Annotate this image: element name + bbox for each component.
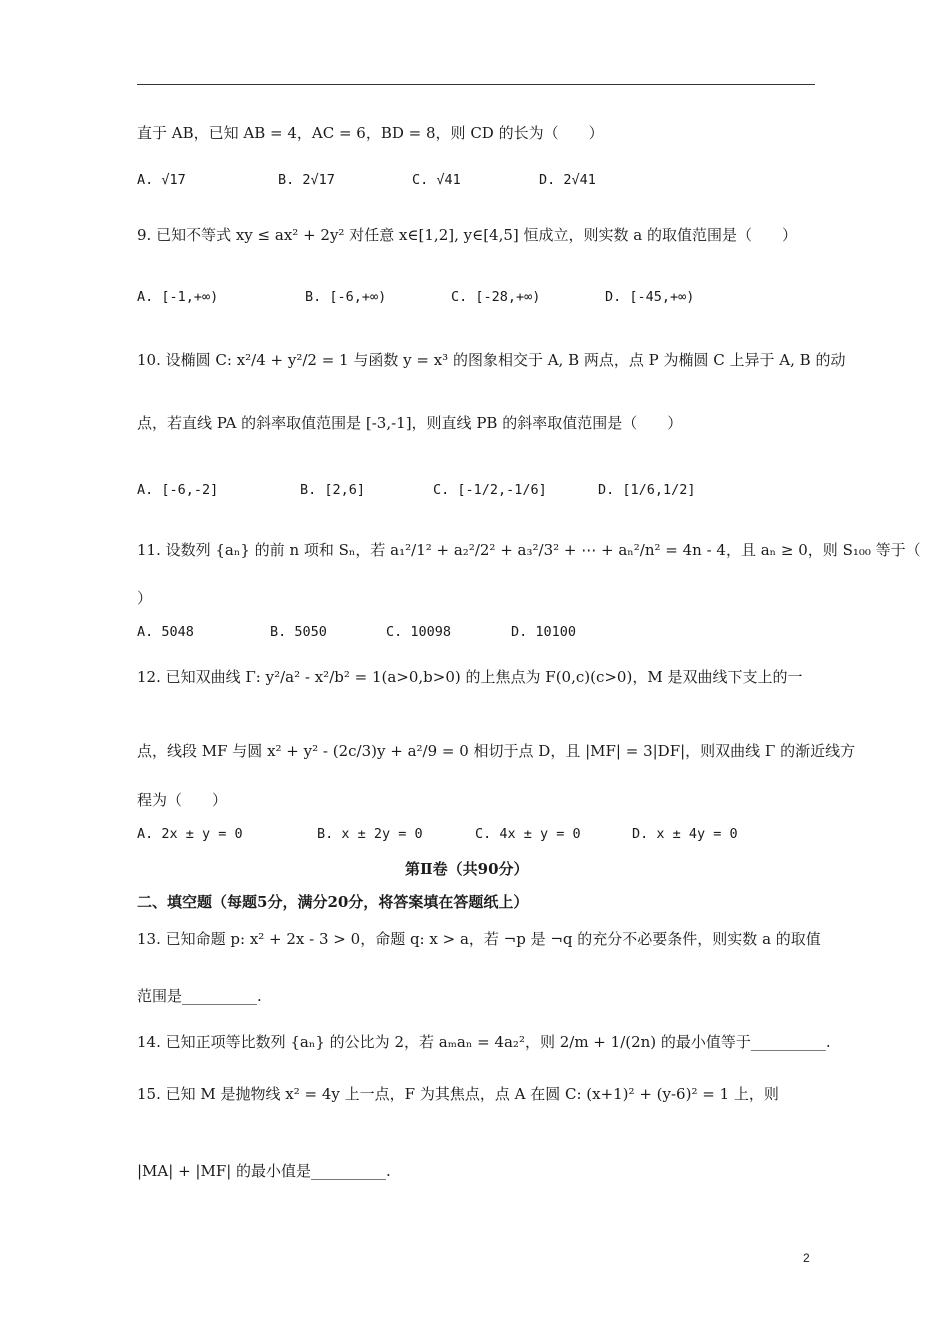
header-rule xyxy=(137,84,815,85)
q12-option-b: B. x ± 2y = 0 xyxy=(317,826,423,842)
question-11-line2: ） xyxy=(137,589,153,607)
q8-option-c: C. √41 xyxy=(412,172,461,188)
question-15-line2: |MA| + |MF| 的最小值是__________. xyxy=(137,1162,391,1180)
q9-option-a: A. [-1,+∞) xyxy=(137,289,219,305)
section-2-heading: 二、填空题（每题5分，满分20分，将答案填在答题纸上） xyxy=(137,893,529,911)
q10-option-a: A. [-6,-2] xyxy=(137,482,219,498)
question-11-line1: 11. 设数列 {aₙ} 的前 n 项和 Sₙ，若 a₁²/1² + a₂²/2² + a₃²/3² + ⋯ + aₙ²/n² = 4n - 4，且 aₙ ≥ 0，则 S₁₀₀ 等于（ xyxy=(137,541,921,559)
q8-option-b: B. 2√17 xyxy=(278,172,335,188)
question-12-line2: 点，线段 MF 与圆 x² + y² - (2c/3)y + a²/9 = 0 相切于点 D，且 |MF| = 3|DF|，则双曲线 Γ 的渐近线方 xyxy=(137,742,856,760)
question-14: 14. 已知正项等比数列 {aₙ} 的公比为 2，若 aₘaₙ = 4a₂²，则 2/m + 1/(2n) 的最小值等于__________. xyxy=(137,1033,831,1051)
q10-option-c: C. [-1/2,-1/6] xyxy=(433,482,547,498)
question-12-line3: 程为（ ） xyxy=(137,791,228,809)
q11-option-a: A. 5048 xyxy=(137,624,194,640)
question-13-line1: 13. 已知命题 p: x² + 2x - 3 > 0，命题 q: x > a，若 ¬p 是 ¬q 的充分不必要条件，则实数 a 的取值 xyxy=(137,930,821,948)
q11-option-d: D. 10100 xyxy=(511,624,577,640)
q8-option-a: A. √17 xyxy=(137,172,186,188)
question-10-line1: 10. 设椭圆 C: x²/4 + y²/2 = 1 与函数 y = x³ 的图象相交于 A, B 两点，点 P 为椭圆 C 上异于 A, B 的动 xyxy=(137,351,846,369)
q9-option-c: C. [-28,+∞) xyxy=(451,289,541,305)
q11-option-c: C. 10098 xyxy=(386,624,452,640)
q9-option-b: B. [-6,+∞) xyxy=(305,289,387,305)
question-13-line2: 范围是__________. xyxy=(137,987,262,1005)
q12-option-d: D. x ± 4y = 0 xyxy=(632,826,738,842)
q10-option-b: B. [2,6] xyxy=(300,482,366,498)
q12-option-a: A. 2x ± y = 0 xyxy=(137,826,243,842)
q10-option-d: D. [1/6,1/2] xyxy=(598,482,696,498)
part-2-heading: 第Ⅱ卷（共90分） xyxy=(405,860,529,878)
q12-option-c: C. 4x ± y = 0 xyxy=(475,826,581,842)
q9-option-d: D. [-45,+∞) xyxy=(605,289,695,305)
page-number: 2 xyxy=(803,1251,810,1265)
question-12-line1: 12. 已知双曲线 Γ: y²/a² - x²/b² = 1(a>0,b>0) 的上焦点为 F(0,c)(c>0)，M 是双曲线下支上的一 xyxy=(137,668,803,686)
q8-tail: 直于 AB，已知 AB = 4，AC = 6，BD = 8，则 CD 的长为（ ） xyxy=(137,124,604,142)
question-10-line2: 点，若直线 PA 的斜率取值范围是 [-3,-1]，则直线 PB 的斜率取值范围是（ ） xyxy=(137,414,683,432)
question-9: 9. 已知不等式 xy ≤ ax² + 2y² 对任意 x∈[1,2], y∈[4,5] 恒成立，则实数 a 的取值范围是（ ） xyxy=(137,226,798,244)
q11-option-b: B. 5050 xyxy=(270,624,327,640)
q8-option-d: D. 2√41 xyxy=(539,172,596,188)
question-15-line1: 15. 已知 M 是抛物线 x² = 4y 上一点，F 为其焦点，点 A 在圆 C: (x+1)² + (y-6)² = 1 上，则 xyxy=(137,1085,779,1103)
